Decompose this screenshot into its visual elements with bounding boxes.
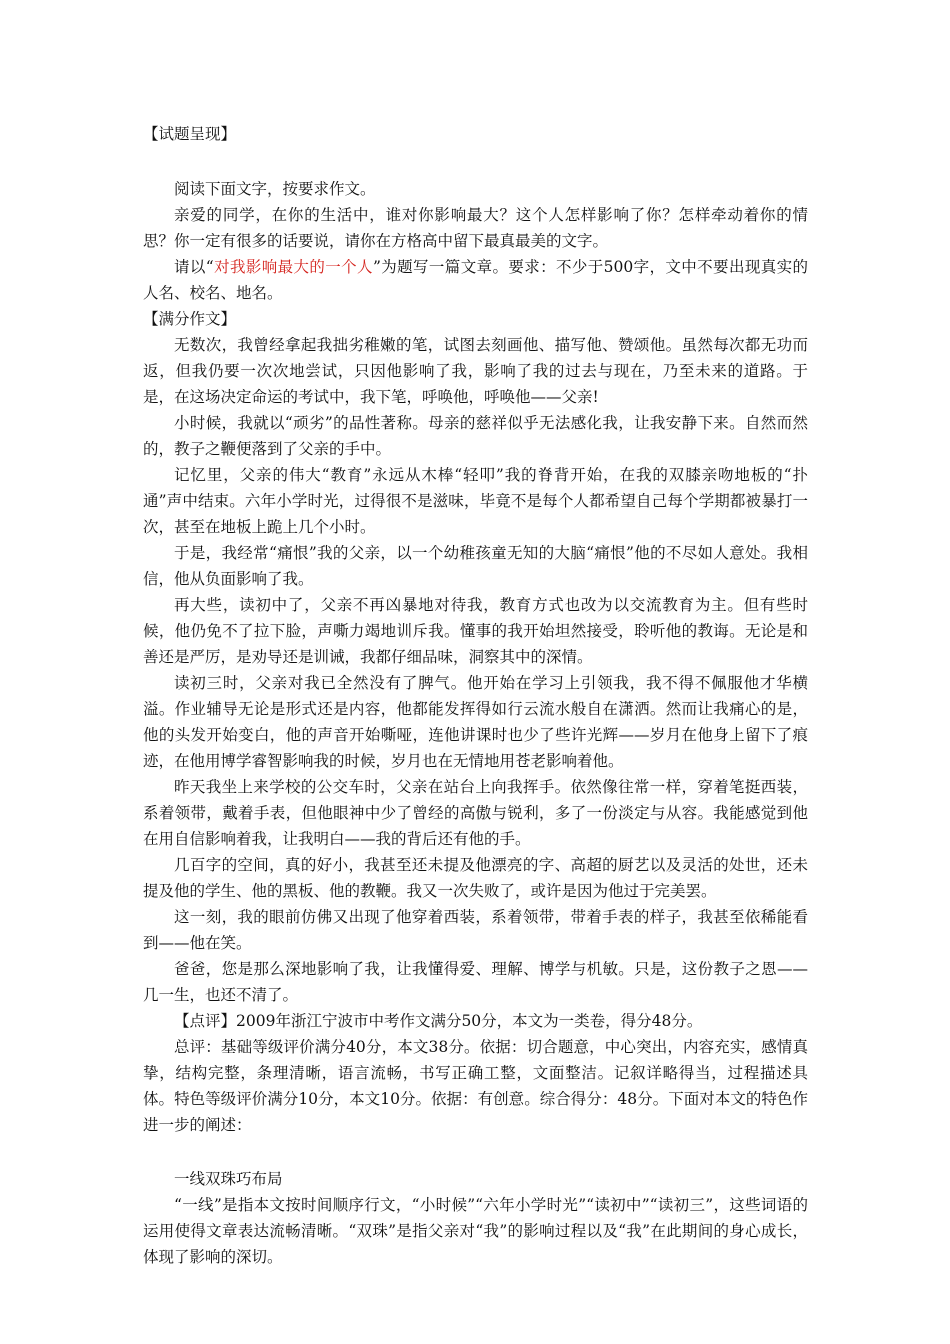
essay-paragraph: 再大些，读初中了，父亲不再凶暴地对待我，教育方式也改为以交流教育为主。但有些时候，他仍免不了拉下脸，声嘶力竭地训斥我。懂事的我开始坦然接受，聆听他的教诲。无论是和善还是严厉，是劝导还是训诫，我都仔细品味，洞察其中的深情。	[143, 596, 808, 666]
essay-paragraph: 小时候，我就以“顽劣”的品性著称。母亲的慈祥似乎无法感化我，让我安静下来。自然而然的，教子之鞭便落到了父亲的手中。	[143, 414, 808, 458]
prompt-req-pre: 请以“	[174, 258, 214, 276]
essay-paragraph: 几百字的空间，真的好小，我甚至还未提及他漂亮的字、高超的厨艺以及灵活的处世，还未提及他的学生、他的黑板、他的教鞭。我又一次失败了，或许是因为他过于完美罢。	[143, 856, 808, 900]
essay-heading: 【满分作文】	[143, 310, 237, 328]
prompt-body: 亲爱的同学，在你的生活中，谁对你影响最大？这个人怎样影响了你？怎样牵动着你的情思？你一定有很多的话要说，请你在方格高中留下最真最美的文字。	[143, 206, 808, 250]
essay-paragraph: 爸爸，您是那么深地影响了我，让我懂得爱、理解、博学与机敏。只是，这份教子之恩——几一生，也还不清了。	[143, 960, 808, 1004]
essay-paragraph: 于是，我经常“痛恨”我的父亲，以一个幼稚孩童无知的大脑“痛恨”他的不尽如人意处。我相信，他从负面影响了我。	[143, 544, 808, 588]
prompt-title-highlight: 对我影响最大的一个人	[213, 258, 373, 276]
essay-paragraph: 读初三时，父亲对我已全然没有了脾气。他开始在学习上引领我，我不得不佩服他才华横溢。作业辅导无论是形式还是内容，他都能发挥得如行云流水般自在潇洒。然而让我痛心的是，他的头发开始变白，他的声音开始嘶哑，连他讲课时也少了些许光辉——岁月在他身上留下了痕迹，在他用博学睿智影响我的时候，岁月也在无情地用苍老影响着他。	[143, 674, 808, 770]
review-summary: 总评：基础等级评价满分40分，本文38分。依据：切合题意，中心突出，内容充实，感情真挚，结构完整，条理清晰，语言流畅，书写正确工整，文面整洁。记叙详略得当，过程描述具体。特色等级评价满分10分，本文10分。依据：有创意。综合得分：48分。下面对本文的特色作进一步的阐述：	[143, 1038, 808, 1134]
analysis-text: “一线”是指本文按时间顺序行文，“小时候”“六年小学时光”“读初中”“读初三”，这些词语的运用使得文章表达流畅清晰。“双珠”是指父亲对“我”的影响过程以及“我”在此期间的身心成长，体现了影响的深切。	[143, 1196, 808, 1266]
essay-paragraph: 这一刻，我的眼前仿佛又出现了他穿着西装，系着领带，带着手表的样子，我甚至依稀能看到——他在笑。	[143, 908, 808, 952]
prompt-req-post: ”为题写一篇文章。要求：不少于500字，文中不要出现真实的人名、校名、地名。	[143, 258, 808, 302]
spacer	[143, 147, 808, 176]
spacer	[143, 1138, 808, 1166]
analysis-subtitle: 一线双珠巧布局	[174, 1170, 283, 1188]
essay-paragraph: 昨天我坐上来学校的公交车时，父亲在站台上向我挥手。依然像往常一样，穿着笔挺西装，系着领带，戴着手表，但他眼神中少了曾经的高傲与锐利，多了一份淡定与从容。我能感觉到他在用自信影响着我，让我明白——我的背后还有他的手。	[143, 778, 808, 848]
review-comment: 【点评】2009年浙江宁波市中考作文满分50分，本文为一类卷，得分48分。	[174, 1012, 703, 1030]
document-page	[143, 121, 808, 1270]
prompt-intro: 阅读下面文字，按要求作文。	[174, 180, 376, 198]
prompt-heading: 【试题呈现】	[143, 125, 237, 143]
essay-paragraph: 记忆里，父亲的伟大“教育”永远从木棒“轻叩”我的脊背开始，在我的双膝亲吻地板的“扑通”声中结束。六年小学时光，过得很不是滋味，毕竟不是每个人都希望自己每个学期都被暴打一次，甚至在地板上跪上几个小时。	[143, 466, 808, 536]
prompt-requirement	[143, 254, 808, 306]
essay-paragraph: 无数次，我曾经拿起我拙劣稚嫩的笔，试图去刻画他、描写他、赞颂他。虽然每次都无功而返，但我仍要一次次地尝试，只因他影响了我，影响了我的过去与现在，乃至未来的道路。于是，在这场决定命运的考试中，我下笔，呼唤他，呼唤他——父亲!	[143, 336, 808, 406]
